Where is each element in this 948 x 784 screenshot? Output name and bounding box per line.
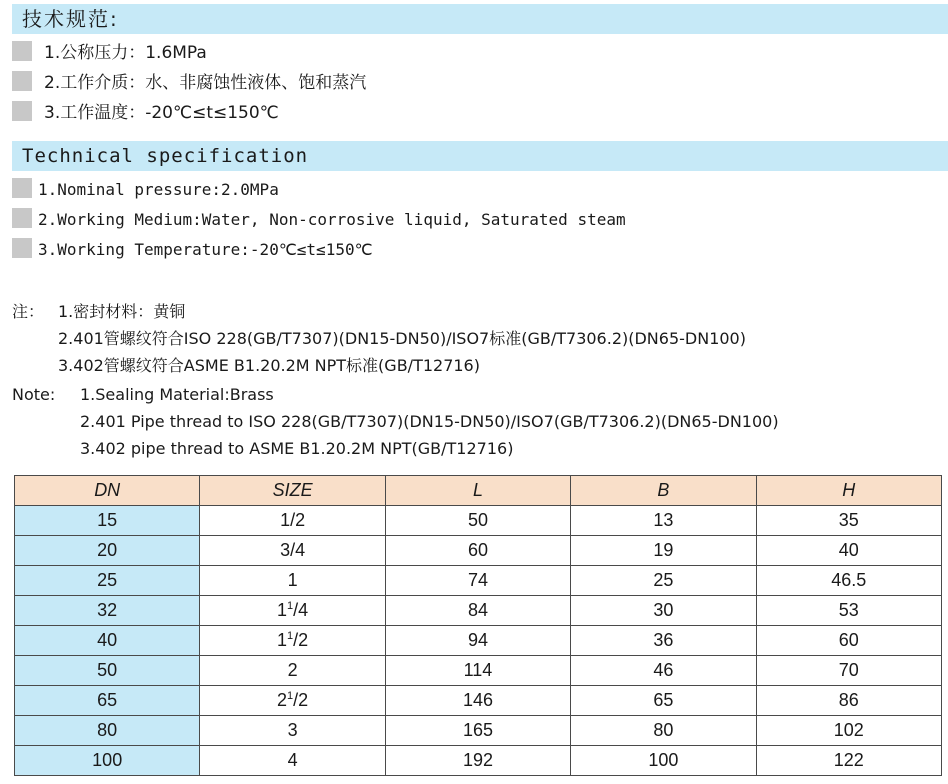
size-fraction-denominator: 2 [298,690,309,710]
bullet-square-icon [12,208,32,228]
en-note-1: 1.Sealing Material:Brass [80,385,274,404]
cell-size: 1 [200,566,385,596]
size-fraction-slash: / [293,630,299,650]
en-spec-3: 3.Working Temperature:-20℃≤t≤150℃ [12,237,373,263]
column-header-size: SIZE [200,476,385,506]
cell-b: 30 [571,596,756,626]
size-whole: 1 [277,630,288,650]
table-row [15,506,942,536]
cell-h: 46.5 [756,566,941,596]
cn-spec-2: 2.工作介质：水、非腐蚀性液体、饱和蒸汽 [12,70,366,96]
column-header-b: B [571,476,756,506]
cell-dn: 50 [15,656,200,686]
cn-note-2: 2.401管螺纹符合ISO 228(GB/T7307)(DN15-DN50)/ISO7标准(GB/T7306.2)(DN65-DN100) [58,329,746,348]
cell-size [200,626,385,656]
en-spec-2: 2.Working Medium:Water, Non-corrosive liquid, Saturated steam [12,207,626,233]
cn-spec-3: 3.工作温度：-20℃≤t≤150℃ [12,100,279,126]
cell-b: 25 [571,566,756,596]
table-row [15,746,942,776]
en-note-2: 2.401 Pipe thread to ISO 228(GB/T7307)(DN15-DN50)/ISO7(GB/T7306.2)(DN65-DN100) [80,412,779,431]
cell-dn: 100 [15,746,200,776]
table-row [15,686,942,716]
table-row [15,536,942,566]
bullet-square-icon [12,101,32,121]
cell-dn: 15 [15,506,200,536]
cell-l: 74 [385,566,570,596]
bullet-square-icon [12,238,32,258]
cell-b: 65 [571,686,756,716]
cell-size: 4 [200,746,385,776]
cell-dn: 40 [15,626,200,656]
cell-dn: 80 [15,716,200,746]
cell-b: 19 [571,536,756,566]
table-row [15,716,942,746]
cell-l: 165 [385,716,570,746]
cell-h: 53 [756,596,941,626]
column-header-h: H [756,476,941,506]
cell-size: 1/2 [200,506,385,536]
cell-h: 86 [756,686,941,716]
cell-h: 60 [756,626,941,656]
cell-h: 102 [756,716,941,746]
en-note-prefix: Note: [12,385,56,404]
table-row [15,566,942,596]
cell-b: 100 [571,746,756,776]
cell-h: 35 [756,506,941,536]
cell-l: 84 [385,596,570,626]
cell-size: 3 [200,716,385,746]
cn-note-prefix: 注： [12,302,45,321]
en-note-3: 3.402 pipe thread to ASME B1.20.2M NPT(GB/T12716) [80,439,514,458]
size-fraction-numerator: 1 [287,690,294,702]
bullet-square-icon [12,41,32,61]
table-row [15,656,942,686]
table-row [15,626,942,656]
size-fraction-slash: / [293,600,299,620]
cell-b: 36 [571,626,756,656]
cell-size [200,596,385,626]
cell-size [200,686,385,716]
cell-b: 80 [571,716,756,746]
cell-l: 94 [385,626,570,656]
size-fraction-slash: / [293,690,299,710]
cell-l: 114 [385,656,570,686]
cell-size: 3/4 [200,536,385,566]
cell-dn: 20 [15,536,200,566]
table-row [15,596,942,626]
size-whole: 2 [277,690,288,710]
column-header-dn: DN [15,476,200,506]
cn-note-3: 3.402管螺纹符合ASME B1.20.2M NPT标准(GB/T12716) [58,356,480,375]
size-fraction-numerator: 1 [287,600,294,612]
en-section-header: Technical specification [12,141,948,171]
cell-dn: 65 [15,686,200,716]
table-header-row [15,476,942,506]
cell-l: 60 [385,536,570,566]
cell-size: 2 [200,656,385,686]
cn-note-1: 1.密封材料：黄铜 [58,302,186,321]
cell-h: 40 [756,536,941,566]
size-whole: 1 [277,600,288,620]
cell-l: 146 [385,686,570,716]
cn-section-header: 技术规范: [12,4,948,34]
size-fraction-denominator: 4 [298,600,309,620]
bullet-square-icon [12,178,32,198]
cell-dn: 25 [15,566,200,596]
cell-l: 192 [385,746,570,776]
bullet-square-icon [12,71,32,91]
cell-h: 122 [756,746,941,776]
cn-spec-1: 1.公称压力：1.6MPa [12,40,207,66]
cell-b: 46 [571,656,756,686]
dimensions-table [14,475,942,776]
size-fraction-denominator: 2 [298,630,309,650]
column-header-l: L [385,476,570,506]
size-fraction-numerator: 1 [287,630,294,642]
cell-dn: 32 [15,596,200,626]
cell-l: 50 [385,506,570,536]
cell-b: 13 [571,506,756,536]
en-spec-1: 1.Nominal pressure:2.0MPa [12,177,279,203]
cell-h: 70 [756,656,941,686]
